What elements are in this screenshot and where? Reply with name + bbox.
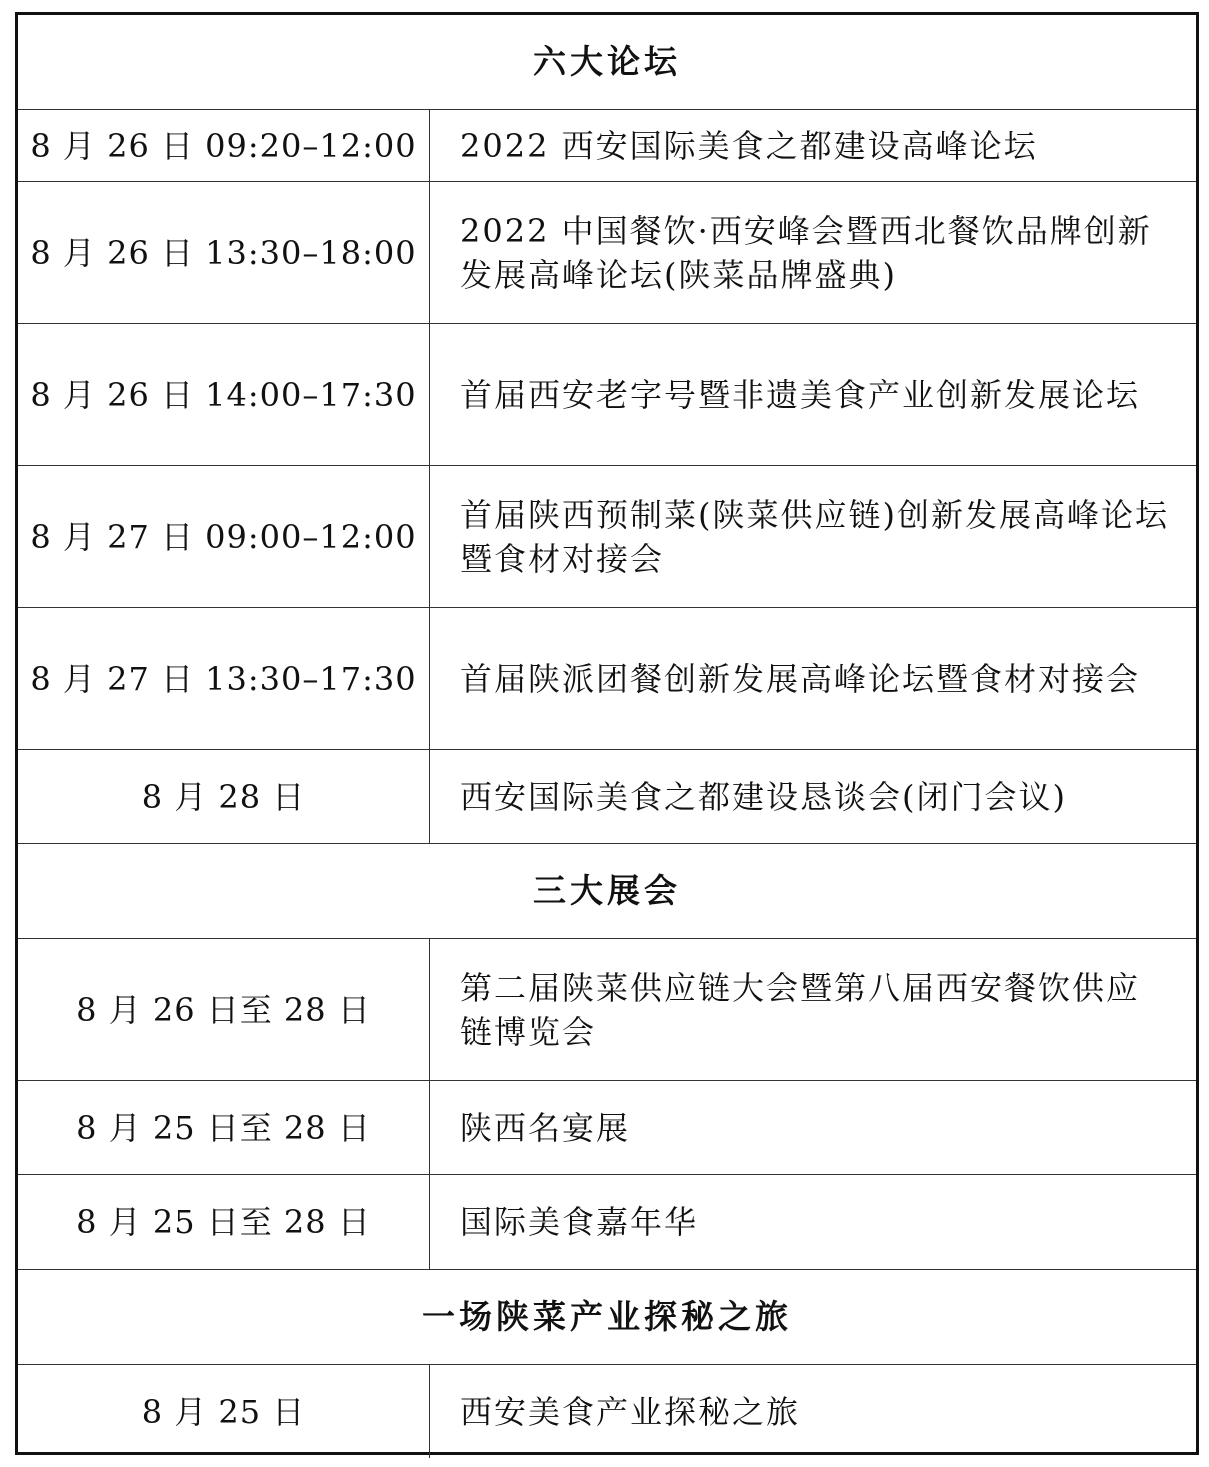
table-cell-time: 8 月 28 日 [18,750,430,844]
table-cell-time: 8 月 26 日 13:30–18:00 [18,182,430,324]
table-cell-time: 8 月 25 日 [18,1365,430,1458]
table-cell-event: 国际美食嘉年华 [430,1175,1196,1270]
table-cell-event: 第二届陕菜供应链大会暨第八届西安餐饮供应链博览会 [430,939,1196,1081]
table-cell-time: 8 月 25 日至 28 日 [18,1081,430,1175]
section-header-forums: 六大论坛 [18,15,1196,110]
table-cell-event: 陕西名宴展 [430,1081,1196,1175]
table-cell-event: 2022 中国餐饮·西安峰会暨西北餐饮品牌创新发展高峰论坛(陕菜品牌盛典) [430,182,1196,324]
table-cell-time: 8 月 25 日至 28 日 [18,1175,430,1270]
schedule-table [15,12,1199,1455]
table-cell-event: 首届西安老字号暨非遗美食产业创新发展论坛 [430,324,1196,466]
table-cell-event: 2022 西安国际美食之都建设高峰论坛 [430,110,1196,182]
table-cell-time: 8 月 26 日 14:00–17:30 [18,324,430,466]
section-header-tour: 一场陕菜产业探秘之旅 [18,1270,1196,1365]
table-cell-event: 西安国际美食之都建设恳谈会(闭门会议) [430,750,1196,844]
table-cell-time: 8 月 27 日 13:30–17:30 [18,608,430,750]
table-cell-event: 首届陕西预制菜(陕菜供应链)创新发展高峰论坛暨食材对接会 [430,466,1196,608]
table-cell-event: 西安美食产业探秘之旅 [460,1392,801,1431]
section-header-exhibitions: 三大展会 [18,844,1196,939]
table-cell-time: 8 月 27 日 09:00–12:00 [18,466,430,608]
table-cell-time: 8 月 26 日至 28 日 [18,939,430,1081]
table-cell-event: 首届陕派团餐创新发展高峰论坛暨食材对接会 [430,608,1196,750]
table-cell-time: 8 月 26 日 09:20–12:00 [18,110,430,182]
